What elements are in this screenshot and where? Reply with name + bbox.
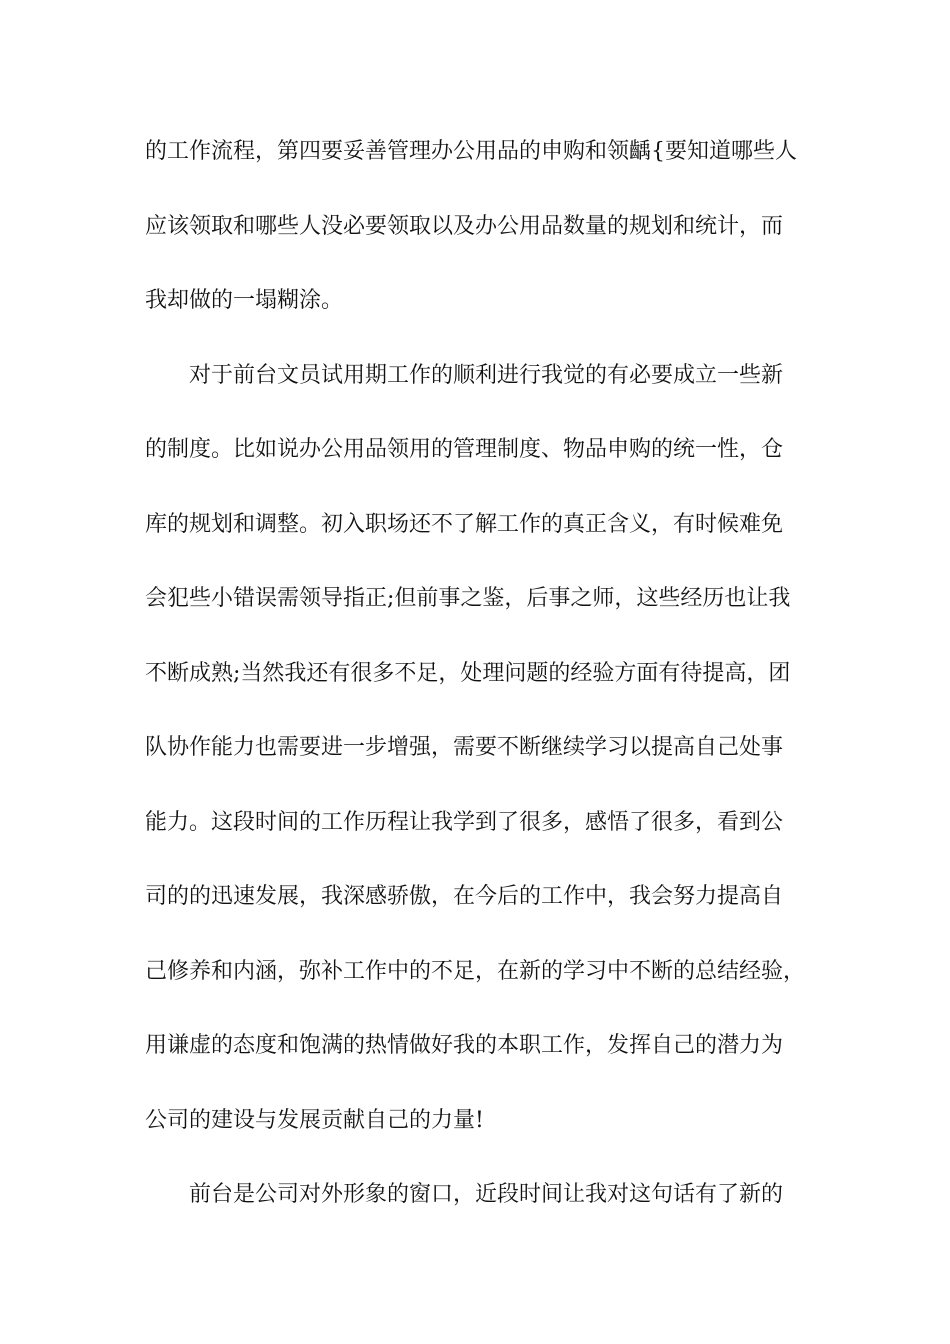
text-line-7: 会犯些小错误需领导指正;但前事之鉴，后事之师，这些经历也让我: [145, 586, 791, 611]
text-line-14: 公司的建设与发展贡献自己的力量!: [145, 1107, 484, 1133]
text-line-2: 应该领取和哪些人没必要领取以及办公用品数量的规划和统计，而: [145, 213, 784, 239]
text-line-8: 不断成熟;当然我还有很多不足，处理问题的经验方面有待提高，团: [145, 660, 791, 686]
text-line-15: 前台是公司对外形象的窗口，近段时间让我对这句话有了新的: [189, 1182, 784, 1207]
text-line-4: 对于前台文员试用期工作的顺利进行我觉的有必要成立一些新: [189, 362, 784, 388]
text-line-13: 用谦虚的态度和饱满的热情做好我的本职工作，发挥自己的潜力为: [145, 1033, 784, 1058]
text-line-6: 库的规划和调整。初入职场还不了解工作的真正含义，有时候难免: [145, 511, 784, 537]
text-line-10: 能力。这段时间的工作历程让我学到了很多，感悟了很多，看到公: [145, 809, 784, 835]
body-text: [145, 127, 815, 1245]
text-line-11: 司的的迅速发展，我深感骄傲，在今后的工作中，我会努力提高自: [145, 884, 784, 909]
text-line-9: 队协作能力也需要进一步增强，需要不断继续学习以提高自己处事: [145, 735, 784, 760]
text-line-12: 己修养和内涵，弥补工作中的不足，在新的学习中不断的总结经验，: [145, 958, 806, 984]
text-line-1: 的工作流程，第四要妥善管理办公用品的申购和领齲{要知道哪些人: [145, 139, 797, 164]
text-line-5: 的制度。比如说办公用品领用的管理制度、物品申购的统一性，仓: [145, 437, 784, 462]
text-line-3: 我却做的一塌糊涂。: [145, 288, 344, 313]
